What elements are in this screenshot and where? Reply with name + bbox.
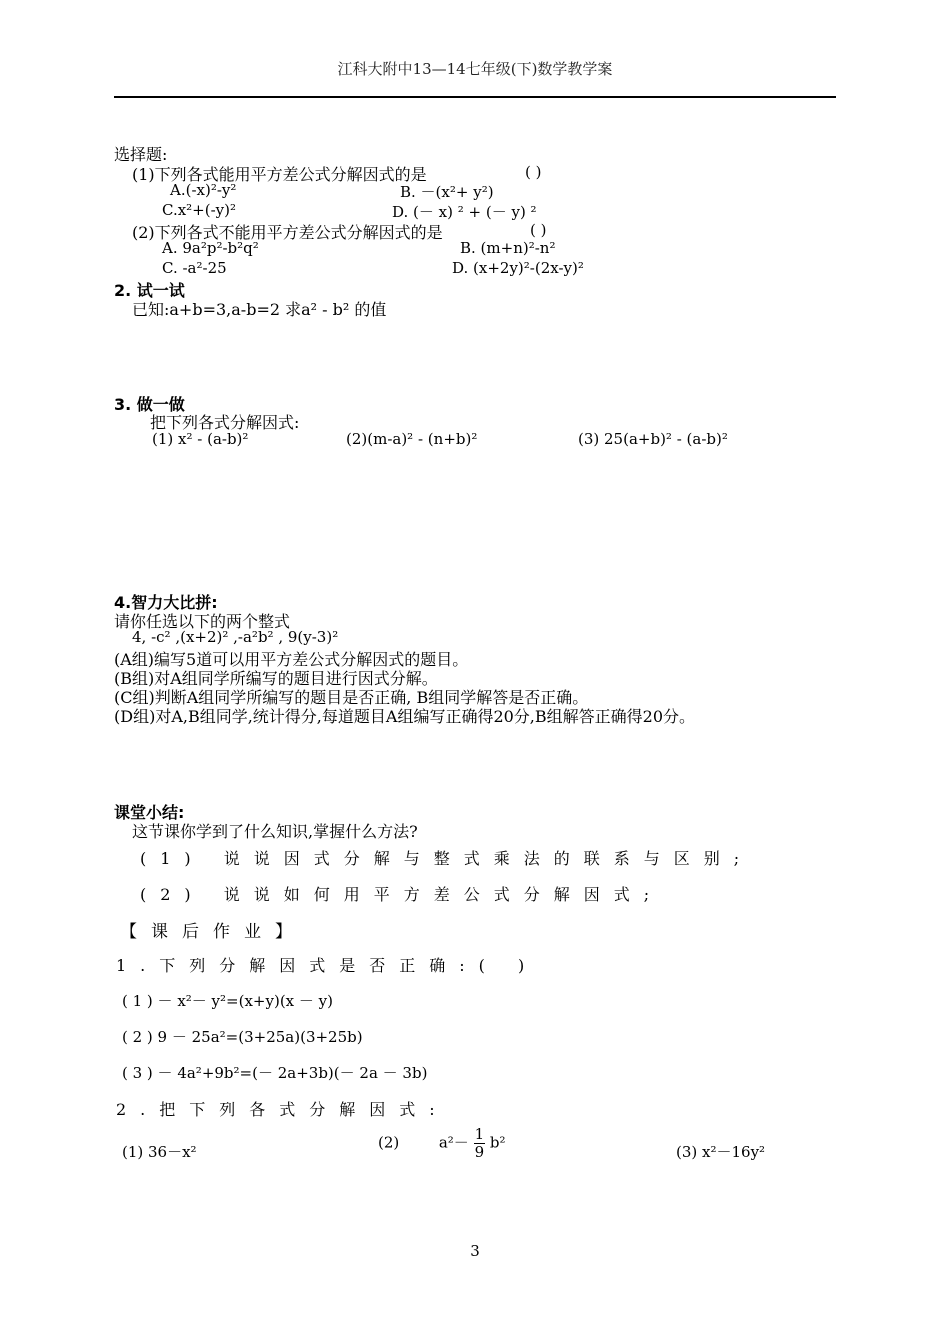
homework-q1: 1.下列分解因式是否正确:( ) [116,956,539,975]
do-problem-2: (2)(m-a)² - (n+b)² [346,430,478,448]
choice-q1-stem: (1)下列各式能用平方差公式分解因式的是 [132,165,427,184]
homework-item-3: ( 3 ) － 4a²+9b²=(－ 2a+3b)(－ 2a － 3b) [122,1064,428,1082]
factor-2-suffix: b² [489,1133,506,1152]
homework-heading: 【课后作业】 [120,922,306,942]
choice-q2-d: D. (x+2y)²-(2x-y)² [452,259,584,277]
choice-q1-d: D. (－ x) ² + (－ y) ² [392,203,537,221]
choice-q1-paren: ( ) [525,163,542,181]
homework-q2: 2.把下列各式分解因式: [116,1100,449,1119]
choice-q1-b: B. －(x²+ y²) [400,183,494,201]
summary-item-1: (1) 说说因式分解与整式乘法的联系与区别; [140,849,754,868]
factor-2-label: (2) [378,1133,400,1152]
homework-factor-3: (3) x²－16y² [676,1143,766,1161]
contest-intro: 请你任选以下的两个整式 [114,612,291,631]
fraction-one-ninth [474,1126,486,1161]
contest-group-a: (A组)编写5道可以用平方差公式分解因式的题目。 [114,650,469,669]
summary-heading: 课堂小结: [114,803,185,822]
summary-item-2: (2) 说说如何用平方差公式分解因式; [140,885,664,904]
homework-factor-1: (1) 36－x² [122,1143,197,1161]
try-text: 已知:a+b=3,a-b=2 求a² - b² 的值 [132,300,387,319]
factor-2-prefix: a²－ [438,1133,469,1152]
do-problem-1: (1) x² - (a-b)² [152,430,249,448]
contest-heading: 4.智力大比拼: [114,593,218,612]
choice-q2-b: B. (m+n)²-n² [460,239,556,257]
homework-factor-2 [378,1126,506,1161]
contest-group-b: (B组)对A组同学所编写的题目进行因式分解。 [114,669,438,688]
choice-q1-a: A.(-x)²-y² [170,181,237,199]
choice-q2-c: C. -a²-25 [162,259,227,277]
try-heading: 2. 试一试 [114,281,185,300]
page-number: 3 [470,1242,480,1260]
do-intro: 把下列各式分解因式: [150,413,300,432]
homework-item-2: ( 2 ) 9 － 25a²=(3+25a)(3+25b) [122,1028,363,1046]
contest-expressions: 4, -c² ,(x+2)² ,-a²b² , 9(y-3)² [132,628,339,646]
contest-group-d: (D组)对A,B组同学,统计得分,每道题目A组编写正确得20分,B组解答正确得20分。 [114,707,696,726]
contest-group-c: (C组)判断A组同学所编写的题目是否正确, B组同学解答是否正确。 [114,688,589,707]
do-problem-3: (3) 25(a+b)² - (a-b)² [578,430,728,448]
fraction-denominator: 9 [474,1143,485,1161]
choice-q2-a: A. 9a²p²-b²q² [162,239,259,257]
page-header: 江科大附中13—14七年级(下)数学教学案 [337,60,613,78]
do-heading: 3. 做一做 [114,395,185,414]
choice-q1-c: C.x²+(-y)² [162,201,237,219]
choice-heading: 选择题: [114,145,168,164]
homework-item-1: ( 1 ) － x²－ y²=(x+y)(x － y) [122,992,333,1010]
summary-question: 这节课你学到了什么知识,掌握什么方法? [132,822,418,841]
header-rule [114,96,836,98]
fraction-numerator: 1 [474,1125,485,1143]
choice-q2-stem: (2)下列各式不能用平方差公式分解因式的是 [132,223,443,242]
choice-q2-paren: ( ) [530,221,547,239]
